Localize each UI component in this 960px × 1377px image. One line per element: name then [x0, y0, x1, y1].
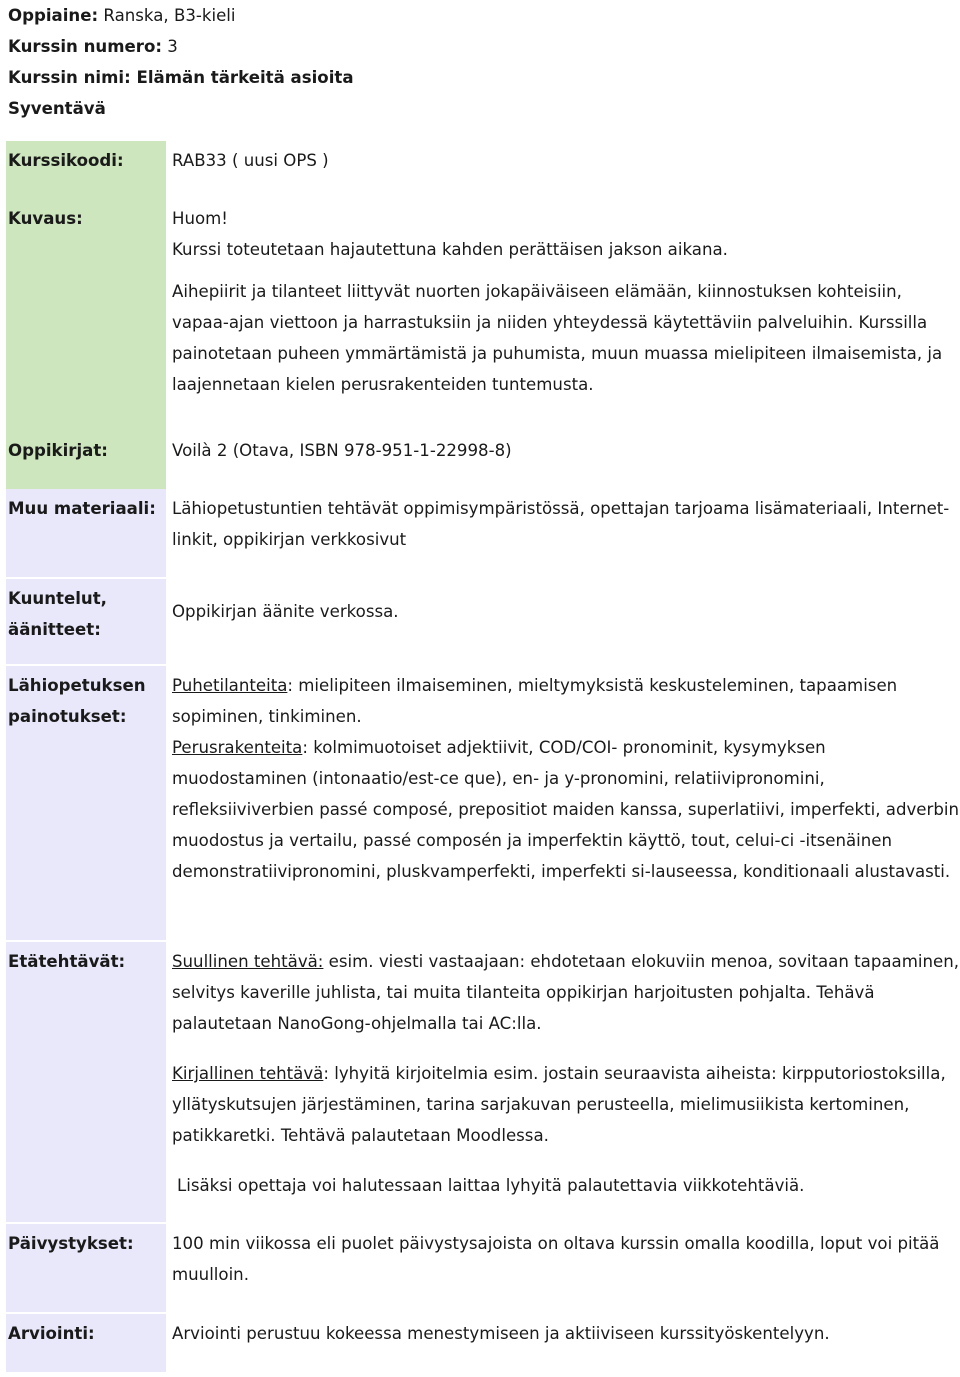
materials-row: [6, 489, 960, 577]
code-label: Kurssikoodi:: [6, 141, 166, 199]
remote-row: [6, 942, 960, 1222]
grading-value: Arviointi perustuu kokeessa menestymiseen ja aktiiviseen kurssityöskentelyyn.: [172, 1324, 830, 1343]
duty-row: [6, 1224, 960, 1312]
description-value: Huom! Kurssi toteutetaan hajautettuna kahden perättäisen jakson aikana. Aihepiirit ja tilanteet liittyvät nuorten jokapäiväiseen elämään, kiinnostuksen kohteisiin, vapaa-ajan viettoon ja harrastuksiin ja niiden yhteydessä käytettäviin palveluihin. Kurssilla painotetaan puheen ymmärtämistä ja puhumista, muun muassa mielipiteen ilmaisemista, ja laajennetaan kielen perusrakenteiden tuntemusta.: [172, 209, 943, 394]
listening-value: Oppikirjan äänite verkossa.: [172, 602, 399, 621]
emphasis-value: Puhetilanteita: mielipiteen ilmaiseminen, mieltymyksistä keskusteleminen, tapaamisen sopiminen, tinkiminen. Perusrakenteita: kolmimuotoiset adjektiivit, COD/COI- pronominit, kysymyksen muodostaminen (intonaatio/est-ce que), en- ja y-pronomini, relatiivipronomini, refleksiiviverbien passé composé, prepositiot maiden kanssa, superlatiivi, imperfekti, adverbin muodostus ja vertailu, passé composén ja imperfektin käyttö, tout, celui-ci -itsenäinen demonstratiivipronomini, pluskvamperfekti, imperfekti si-lauseessa, konditionaali alustavasti.: [172, 676, 960, 881]
emphasis-label: Lähiopetuksen painotukset:: [6, 666, 166, 940]
listening-row: [6, 579, 960, 664]
grading-label: Arviointi:: [6, 1314, 166, 1372]
description-label: Kuvaus:: [6, 199, 166, 431]
books-row: [6, 431, 960, 489]
duty-label: Päivystykset:: [6, 1224, 166, 1312]
remote-label: Etätehtävät:: [6, 942, 166, 1222]
listening-label: Kuuntelut, äänitteet:: [6, 579, 166, 664]
subject-line: Oppiaine: Ranska, B3-kieli: [8, 6, 236, 25]
course-header: [8, 0, 354, 124]
materials-value: Lähiopetustuntien tehtävät oppimisympäristössä, opettajan tarjoama lisämateriaali, Internet-linkit, oppikirjan verkkosivut: [172, 499, 950, 549]
course-level: Syventävä: [8, 99, 106, 118]
emphasis-row: [6, 666, 960, 940]
materials-label: Muu materiaali:: [6, 489, 166, 577]
books-label: Oppikirjat:: [6, 431, 166, 489]
remote-value: Suullinen tehtävä: esim. viesti vastaajaan: ehdotetaan elokuviin menoa, sovitaan tapaaminen, selvitys kaverille juhlista, tai muita tilanteita oppikirjan harjoitusten pohjalta. Tehävä palautetaan NanoGong-ohjelmalla tai AC:lla. Kirjallinen tehtävä: lyhyitä kirjoitelmia esim. jostain seuraavista aiheista: kirpputoriostoksilla, yllätyskutsujen järjestäminen, tarina sarjakuvan perusteella, mielimusiikista kertominen, patikkaretki. Tehtävä palautetaan Moodlessa. Lisäksi opettaja voi halutessaan laittaa lyhyitä palautettavia viikkotehtäviä.: [172, 952, 959, 1195]
course-name-line: Kurssin nimi: Elämän tärkeitä asioita: [8, 68, 354, 87]
code-value: RAB33 ( uusi OPS ): [172, 151, 329, 170]
course-number-line: Kurssin numero: 3: [8, 37, 178, 56]
books-value: Voilà 2 (Otava, ISBN 978-951-1-22998-8): [172, 441, 512, 460]
description-row: [6, 199, 960, 431]
grading-row: [6, 1314, 960, 1372]
duty-value: 100 min viikossa eli puolet päivystysajoista on oltava kurssin omalla koodilla, loput voi pitää muulloin.: [172, 1234, 940, 1284]
code-row: [6, 141, 960, 199]
